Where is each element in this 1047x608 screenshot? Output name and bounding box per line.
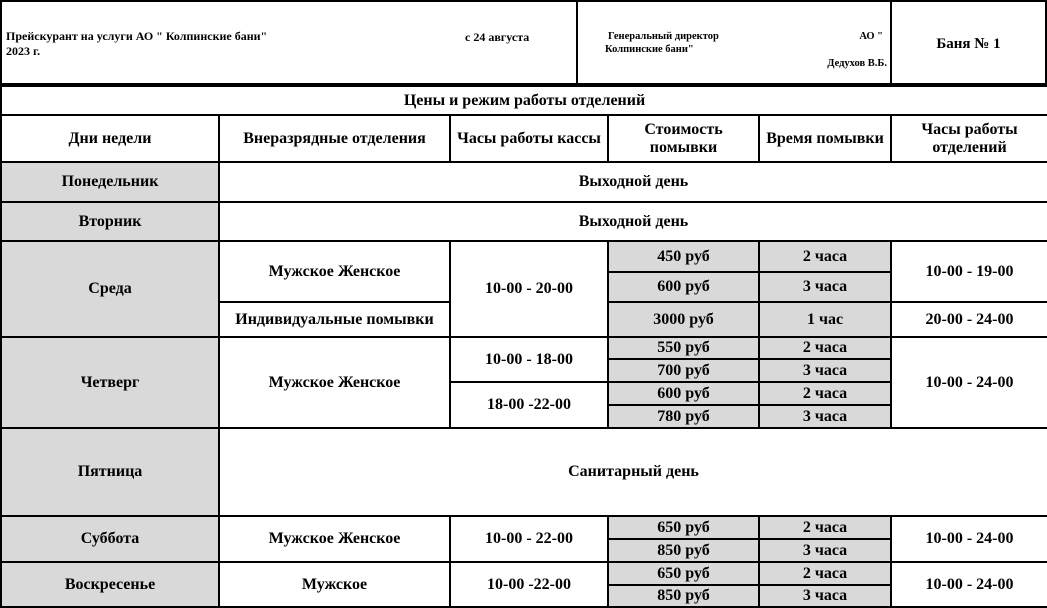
saturday-cash: 10-00 - 22-00 xyxy=(450,516,608,562)
day-friday: Пятница xyxy=(1,428,219,516)
price-list-title xyxy=(6,29,267,59)
wednesday-dept2: Индивидуальные помывки xyxy=(219,302,450,337)
day-tuesday: Вторник xyxy=(1,202,219,241)
price-list-title-line2: 2023 г. xyxy=(6,44,41,58)
saturday-duration-1: 2 часа xyxy=(759,516,891,539)
wednesday-price-1: 450 руб xyxy=(608,241,759,272)
sunday-price-1: 650 руб xyxy=(608,562,759,585)
wednesday-duration-2: 3 часа xyxy=(759,272,891,302)
sunday-duration-1: 2 часа xyxy=(759,562,891,585)
sunday-duration-2: 3 часа xyxy=(759,585,891,607)
col-header-day: Дни недели xyxy=(1,115,219,162)
header-title-block xyxy=(0,0,577,85)
effective-date: с 24 августа xyxy=(465,30,530,44)
saturday-duration-2: 3 часа xyxy=(759,539,891,562)
table-row xyxy=(1,337,1047,359)
day-saturday: Суббота xyxy=(1,516,219,562)
table-row xyxy=(1,241,1047,272)
bath-number-block xyxy=(890,0,1047,85)
thursday-price-1: 550 руб xyxy=(608,337,759,359)
thursday-duration-1: 2 часа xyxy=(759,337,891,359)
wednesday-duration-3: 1 час xyxy=(759,302,891,337)
director-title: Генеральный директор xyxy=(608,31,719,42)
table-title: Цены и режим работы отделений xyxy=(1,86,1047,115)
director-org: Колпинские бани" xyxy=(605,44,694,55)
thursday-duration-2: 3 часа xyxy=(759,359,891,382)
director-name: Дедухов В.Б. xyxy=(827,58,887,69)
table-row xyxy=(1,428,1047,516)
wednesday-price-2: 600 руб xyxy=(608,272,759,302)
thursday-cash-1: 10-00 - 18-00 xyxy=(450,337,608,382)
day-sunday: Воскресенье xyxy=(1,562,219,607)
director-ao: АО " xyxy=(859,31,883,42)
saturday-price-1: 650 руб xyxy=(608,516,759,539)
table-row xyxy=(1,516,1047,539)
wednesday-duration-1: 2 часа xyxy=(759,241,891,272)
thursday-cash-2: 18-00 -22-00 xyxy=(450,382,608,428)
thursday-duration-3: 2 часа xyxy=(759,382,891,405)
wednesday-dept1: Мужское Женское xyxy=(219,241,450,302)
saturday-hours: 10-00 - 24-00 xyxy=(891,516,1047,562)
table-row xyxy=(1,162,1047,202)
price-list-title-line1: Прейскурант на услуги АО " Колпинские бани" xyxy=(6,29,268,43)
day-wednesday: Среда xyxy=(1,241,219,337)
col-header-dept-hours: Часы работы отделений xyxy=(891,115,1047,162)
sunday-hours: 10-00 - 24-00 xyxy=(891,562,1047,607)
thursday-duration-4: 3 часа xyxy=(759,405,891,428)
saturday-price-2: 850 руб xyxy=(608,539,759,562)
tuesday-status: Выходной день xyxy=(219,202,1047,241)
thursday-hours: 10-00 - 24-00 xyxy=(891,337,1047,428)
wednesday-hours-1: 10-00 - 19-00 xyxy=(891,241,1047,302)
wednesday-cash-hours: 10-00 - 20-00 xyxy=(450,241,608,337)
table-row xyxy=(1,202,1047,241)
wednesday-price-3: 3000 руб xyxy=(608,302,759,337)
approval-block xyxy=(576,0,891,85)
day-thursday: Четверг xyxy=(1,337,219,428)
wednesday-hours-2: 20-00 - 24-00 xyxy=(891,302,1047,337)
friday-status: Санитарный день xyxy=(219,428,1047,516)
thursday-price-2: 700 руб xyxy=(608,359,759,382)
monday-status: Выходной день xyxy=(219,162,1047,202)
sunday-dept: Мужское xyxy=(219,562,450,607)
sunday-cash: 10-00 -22-00 xyxy=(450,562,608,607)
bath-number: Баня № 1 xyxy=(936,36,1001,52)
sunday-price-2: 850 руб xyxy=(608,585,759,607)
day-monday: Понедельник xyxy=(1,162,219,202)
table-row xyxy=(1,562,1047,585)
column-headers xyxy=(1,115,1047,162)
col-header-price: Стоимость помывки xyxy=(608,115,759,162)
thursday-price-3: 600 руб xyxy=(608,382,759,405)
col-header-duration: Время помывки xyxy=(759,115,891,162)
schedule-table xyxy=(0,85,1047,608)
thursday-dept: Мужское Женское xyxy=(219,337,450,428)
col-header-dept: Внеразрядные отделения xyxy=(219,115,450,162)
thursday-price-4: 780 руб xyxy=(608,405,759,428)
saturday-dept: Мужское Женское xyxy=(219,516,450,562)
col-header-cash-hours: Часы работы кассы xyxy=(450,115,608,162)
